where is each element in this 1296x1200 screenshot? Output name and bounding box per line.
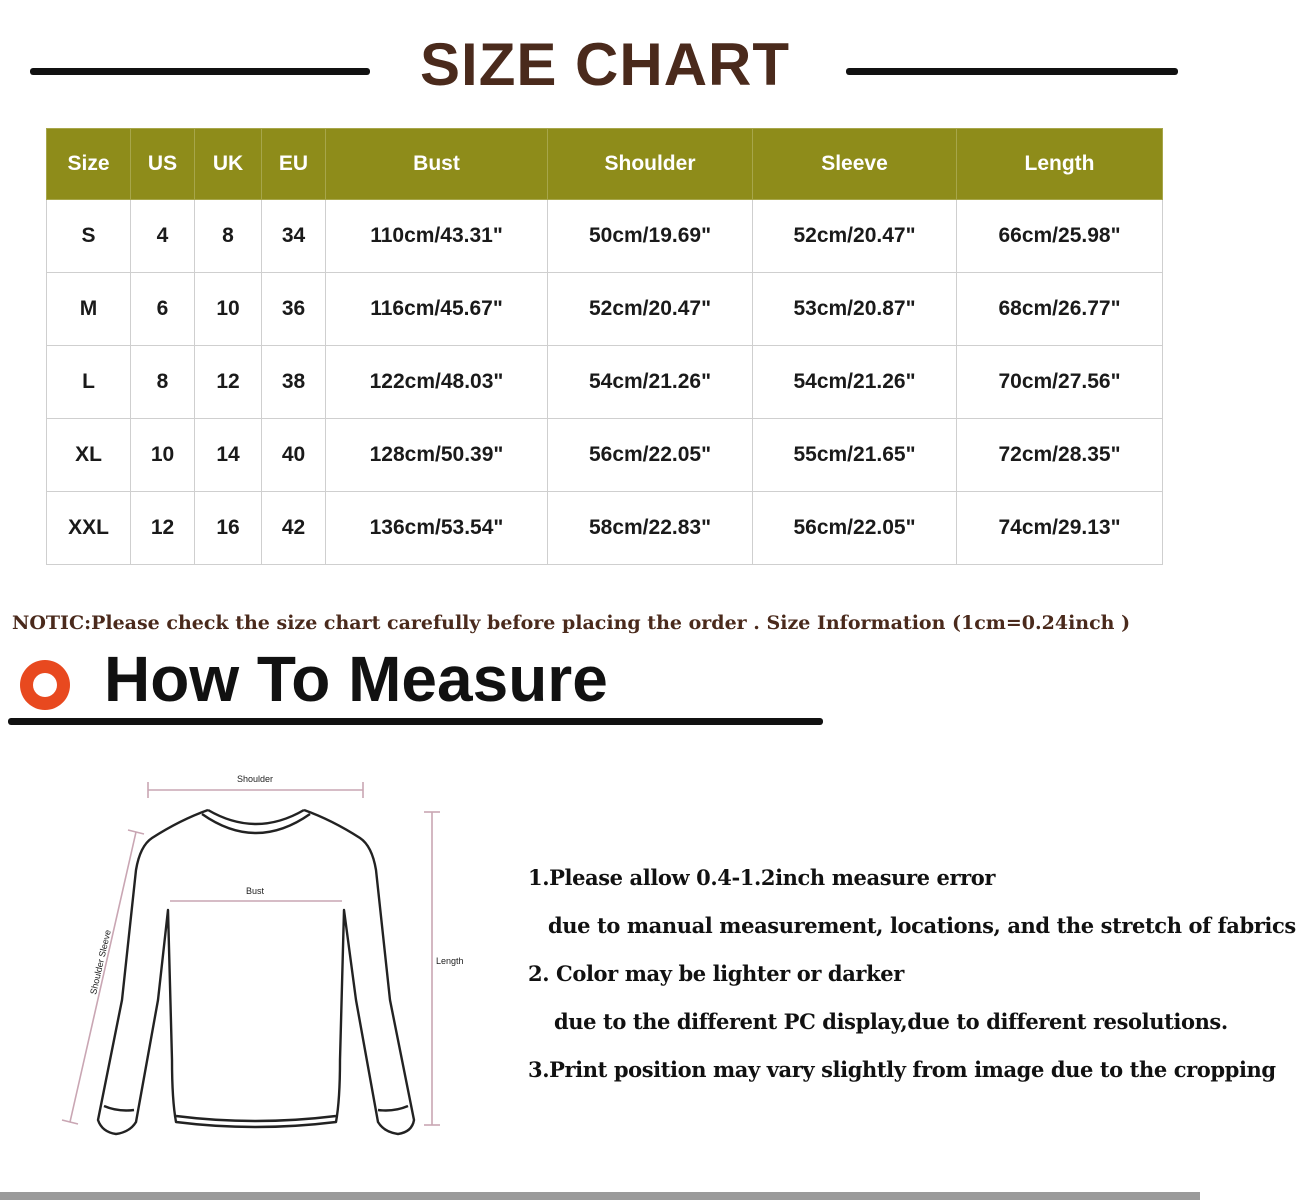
cell-eu: 36 <box>262 273 326 346</box>
cell-bust: 128cm/50.39" <box>326 419 548 492</box>
cell-eu: 34 <box>262 200 326 273</box>
note-line-4: due to the different PC display,due to different resolutions. <box>554 1009 1228 1034</box>
table-header-row <box>47 129 1163 200</box>
cell-sleeve: 55cm/21.65" <box>753 419 957 492</box>
cell-uk: 12 <box>195 346 262 419</box>
cell-sleeve: 52cm/20.47" <box>753 200 957 273</box>
cell-bust: 136cm/53.54" <box>326 492 548 565</box>
measure-rule <box>8 718 823 725</box>
cell-eu: 38 <box>262 346 326 419</box>
col-header-eu: EU <box>262 129 326 200</box>
cell-us: 6 <box>131 273 195 346</box>
cell-bust: 116cm/45.67" <box>326 273 548 346</box>
cell-length: 66cm/25.98" <box>957 200 1163 273</box>
cell-shoulder: 54cm/21.26" <box>548 346 753 419</box>
cell-uk: 14 <box>195 419 262 492</box>
note-line-3: 2. Color may be lighter or darker <box>528 961 904 986</box>
note-line-5: 3.Print position may vary slightly from image due to the cropping <box>528 1057 1276 1082</box>
title-rule-left <box>30 68 370 75</box>
sweater-diagram <box>40 760 500 1160</box>
measure-title: How To Measure <box>104 643 608 715</box>
cell-size: M <box>47 273 131 346</box>
cell-bust: 110cm/43.31" <box>326 200 548 273</box>
col-header-uk: UK <box>195 129 262 200</box>
bust-label: Bust <box>245 886 265 896</box>
length-measure-line <box>424 812 440 1125</box>
cell-eu: 40 <box>262 419 326 492</box>
table-row <box>47 200 1163 273</box>
cell-uk: 8 <box>195 200 262 273</box>
page-title: SIZE CHART <box>420 31 790 98</box>
cell-size: XL <box>47 419 131 492</box>
note-line-1: 1.Please allow 0.4-1.2inch measure error <box>528 865 996 890</box>
sleeve-label: Shoulder Sleeve <box>88 928 113 996</box>
cell-length: 72cm/28.35" <box>957 419 1163 492</box>
col-header-shoulder: Shoulder <box>548 129 753 200</box>
measure-notes <box>528 860 1296 1100</box>
cell-shoulder: 58cm/22.83" <box>548 492 753 565</box>
orange-ring-icon <box>20 660 70 710</box>
shoulder-measure-line <box>148 782 363 798</box>
cell-us: 8 <box>131 346 195 419</box>
cell-length: 74cm/29.13" <box>957 492 1163 565</box>
col-header-size: Size <box>47 129 131 200</box>
cell-length: 70cm/27.56" <box>957 346 1163 419</box>
cell-shoulder: 50cm/19.69" <box>548 200 753 273</box>
cell-uk: 16 <box>195 492 262 565</box>
length-label: Length <box>436 956 464 966</box>
table-row <box>47 492 1163 565</box>
cell-uk: 10 <box>195 273 262 346</box>
cell-sleeve: 54cm/21.26" <box>753 346 957 419</box>
cell-sleeve: 56cm/22.05" <box>753 492 957 565</box>
bottom-divider <box>0 1192 1200 1200</box>
table-row <box>47 273 1163 346</box>
cell-sleeve: 53cm/20.87" <box>753 273 957 346</box>
table-row <box>47 419 1163 492</box>
cell-eu: 42 <box>262 492 326 565</box>
col-header-bust: Bust <box>326 129 548 200</box>
col-header-us: US <box>131 129 195 200</box>
cell-us: 10 <box>131 419 195 492</box>
title-rule-right <box>846 68 1178 75</box>
sweater-outline <box>40 760 500 1160</box>
size-chart-header <box>0 30 1200 110</box>
col-header-length: Length <box>957 129 1163 200</box>
cell-length: 68cm/26.77" <box>957 273 1163 346</box>
cell-size: S <box>47 200 131 273</box>
sweater-shape <box>98 810 414 1134</box>
cell-us: 4 <box>131 200 195 273</box>
note-line-2: due to manual measurement, locations, and the stretch of fabrics <box>548 913 1296 938</box>
cell-bust: 122cm/48.03" <box>326 346 548 419</box>
col-header-sleeve: Sleeve <box>753 129 957 200</box>
sleeve-measure-line <box>62 830 144 1124</box>
cell-size: L <box>47 346 131 419</box>
cell-us: 12 <box>131 492 195 565</box>
size-notice: NOTIC:Please check the size chart carefully before placing the order . Size Information (1cm=0.24inch ) <box>12 612 1131 634</box>
cell-size: XXL <box>47 492 131 565</box>
cell-shoulder: 52cm/20.47" <box>548 273 753 346</box>
shoulder-label: Shoulder <box>236 774 274 784</box>
table-row <box>47 346 1163 419</box>
size-table <box>46 128 1163 565</box>
cell-shoulder: 56cm/22.05" <box>548 419 753 492</box>
